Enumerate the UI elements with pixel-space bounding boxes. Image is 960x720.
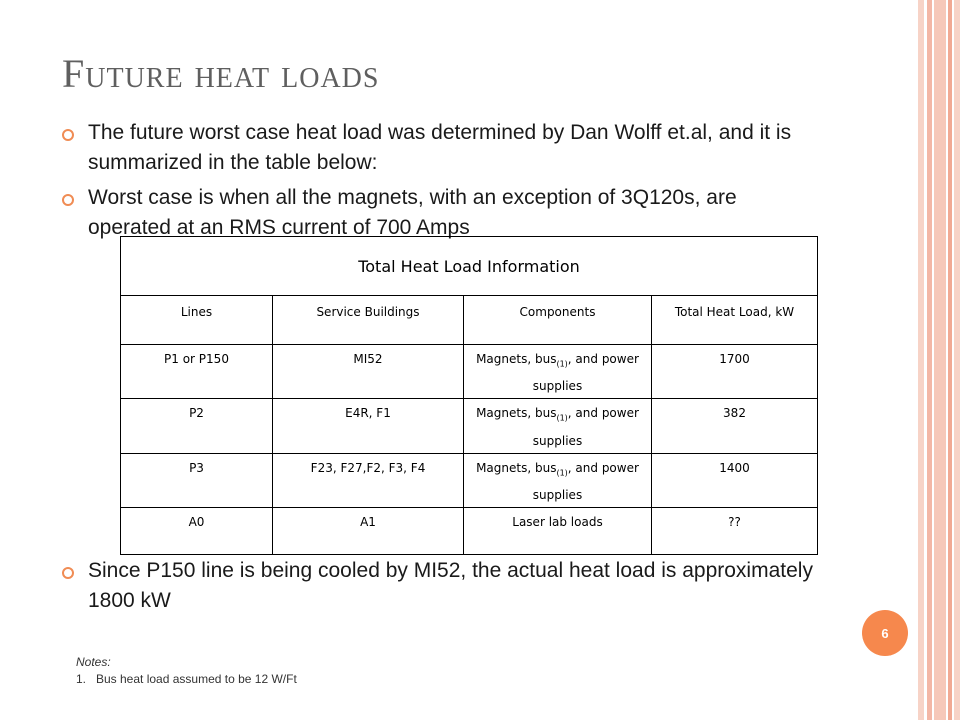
components-text: Magnets, bus — [476, 406, 557, 421]
components-text: , and power supplies — [532, 352, 639, 394]
decorative-stripe — [954, 0, 960, 720]
cell-service-buildings: MI52 — [273, 345, 464, 399]
table-row — [121, 345, 818, 399]
table-header-row — [121, 296, 818, 345]
footnote-ref: (1) — [556, 359, 568, 369]
column-header-service-buildings: Service Buildings — [273, 296, 464, 345]
bullet-text: The future worst case heat load was determined by Dan Wolff et.al, and it is summarized in the table below: — [88, 121, 792, 174]
cell-components — [464, 399, 652, 453]
cell-total-heat-load: 382 — [652, 399, 818, 453]
cell-lines: P3 — [121, 453, 273, 507]
cell-total-heat-load: 1700 — [652, 345, 818, 399]
table-caption: Total Heat Load Information — [121, 237, 818, 296]
slide-title: Future heat loads — [62, 51, 380, 96]
components-text: Magnets, bus — [476, 352, 557, 366]
components-text: Magnets, bus — [476, 460, 557, 475]
cell-service-buildings: E4R, F1 — [273, 399, 464, 453]
cell-service-buildings: F23, F27,F2, F3, F4 — [273, 453, 464, 507]
bullet-ring-icon — [62, 194, 74, 206]
page-number-badge: 6 — [862, 610, 908, 656]
cell-components — [464, 453, 652, 507]
cell-total-heat-load: 1400 — [652, 453, 818, 507]
cell-components — [464, 508, 652, 555]
table-caption-row — [121, 237, 818, 296]
bullet-ring-icon — [62, 567, 74, 579]
components-text: , and power supplies — [532, 460, 639, 503]
decorative-stripe — [918, 0, 924, 720]
decorative-stripe — [948, 0, 952, 720]
note-text: Bus heat load assumed to be 12 W/Ft — [96, 672, 297, 686]
footnote-ref: (1) — [556, 468, 568, 478]
bullet-text: Worst case is when all the magnets, with an exception of 3Q120s, are operated at an RMS current of 700 Amps — [88, 186, 737, 239]
cell-service-buildings: A1 — [273, 508, 464, 555]
note-item — [76, 672, 297, 686]
note-number: 1. — [76, 672, 87, 686]
cell-lines: A0 — [121, 508, 273, 555]
notes-title: Notes: — [76, 655, 111, 669]
cell-total-heat-load: ?? — [652, 508, 818, 555]
decorative-stripe — [927, 0, 932, 720]
table-row — [121, 399, 818, 453]
heat-load-table — [120, 236, 818, 555]
cell-lines: P2 — [121, 399, 273, 453]
table-row — [121, 453, 818, 507]
cell-lines: P1 or P150 — [121, 345, 273, 399]
bullet-text: Since P150 line is being cooled by MI52, the actual heat load is approximately 1800 kW — [88, 559, 813, 612]
column-header-total-heat-load: Total Heat Load, kW — [652, 296, 818, 345]
column-header-components: Components — [464, 296, 652, 345]
cell-components — [464, 345, 652, 399]
components-text: , and power supplies — [532, 406, 639, 448]
column-header-lines: Lines — [121, 296, 273, 345]
decorative-stripe — [934, 0, 946, 720]
components-text: Laser lab loads — [512, 515, 603, 530]
bullet-ring-icon — [62, 129, 74, 141]
footnote-ref: (1) — [556, 413, 568, 423]
table-row — [121, 508, 818, 555]
